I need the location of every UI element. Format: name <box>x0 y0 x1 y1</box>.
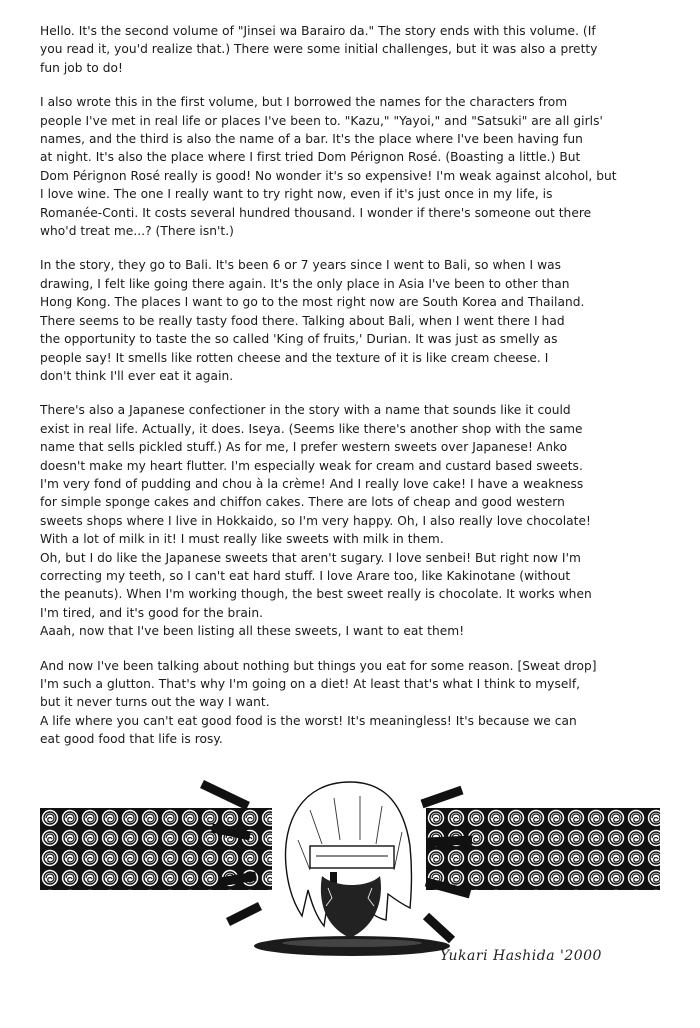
text-line: at night. It's also the place where I first tried Dom Pérignon Rosé. (Boasting a little.) But <box>40 150 581 165</box>
text-line: Oh, but I do like the Japanese sweets that aren't sugary. I love senbei! But right now I'm <box>40 550 581 565</box>
text-line: I also wrote this in the first volume, but I borrowed the names for the characters from <box>40 95 568 110</box>
text-line: name that sells pickled stuff.) As for me, I prefer western sweets over Japanese! Anko <box>40 440 568 455</box>
text-line: Hello. It's the second volume of "Jinsei wa Barairo da." The story ends with this volume. (If <box>40 24 596 38</box>
text-line: drawing, I felt like going there again. It's the only place in Asia I've been to other than <box>40 276 570 291</box>
text-line: doesn't make my heart flutter. I'm especially weak for cream and custard based sweets. <box>40 458 583 473</box>
author-illustration <box>40 770 660 1000</box>
text-line: the opportunity to taste the so called 'King of fruits,' Durian. It was just as smelly as <box>40 332 558 347</box>
text-line: but it never turns out the way I want. <box>40 695 270 710</box>
afterword-text <box>40 22 660 765</box>
text-line: Romanée-Conti. It costs several hundred thousand. I wonder if there's someone out there <box>40 205 592 220</box>
text-line: correcting my teeth, so I can't eat hard stuff. I love Arare too, like Kakinotane (without <box>40 568 571 583</box>
text-line: I love wine. The one I really want to try right now, even if it's just once in my life, is <box>40 187 553 202</box>
paragraph-closing <box>40 657 660 749</box>
text-line: I'm tired, and it's good for the brain. <box>40 605 264 620</box>
paragraph-bali <box>40 256 660 385</box>
paragraph-sweets <box>40 401 660 640</box>
chibi-author-drawing <box>190 770 510 960</box>
text-line: the peanuts). When I'm working though, the best sweet really is chocolate. It works when <box>40 587 592 602</box>
text-line: don't think I'll ever eat it again. <box>40 368 234 383</box>
text-line: eat good food that life is rosy. <box>40 732 223 747</box>
text-line: In the story, they go to Bali. It's been 6 or 7 years since I went to Bali, so when I was <box>40 258 562 273</box>
text-line: names, and the third is also the name of a bar. It's the place where I've been having fun <box>40 132 583 147</box>
author-signature: Yukari Hashida '2000 <box>440 948 602 964</box>
text-line: fun job to do! <box>40 60 123 75</box>
text-line: With a lot of milk in it! I must really like sweets with milk in them. <box>40 532 444 547</box>
text-line: Aaah, now that I've been listing all these sweets, I want to eat them! <box>40 624 465 639</box>
text-line: for simple sponge cakes and chiffon cakes. There are lots of cheap and good western <box>40 495 565 510</box>
text-line: who'd treat me...? (There isn't.) <box>40 224 234 239</box>
text-line: people I've met in real life or places I've been to. "Kazu," "Yayoi," and "Satsuki" are all girls' <box>40 113 603 128</box>
text-line: exist in real life. Actually, it does. Iseya. (Seems like there's another shop with the same <box>40 421 583 436</box>
text-line: you read it, you'd realize that.) There were some initial challenges, but it was also a pretty <box>40 42 598 57</box>
text-line: people say! It smells like rotten cheese and the texture of it is like cream cheese. I <box>40 350 549 365</box>
paragraph-character-names <box>40 93 660 240</box>
text-line: Dom Pérignon Rosé really is good! No wonder it's so expensive! I'm weak against alcohol, but <box>40 168 617 183</box>
text-line: I'm such a glutton. That's why I'm going on a diet! At least that's what I think to myself, <box>40 677 581 691</box>
paragraph-intro <box>40 22 660 77</box>
text-line: There's also a Japanese confectioner in the story with a name that sounds like it could <box>40 403 571 418</box>
text-line: A life where you can't eat good food is the worst! It's meaningless! It's because we can <box>40 713 577 728</box>
text-line: sweets shops where I live in Hokkaido, so I'm very happy. Oh, I also really love chocolate! <box>40 513 591 528</box>
text-line: I'm very fond of pudding and chou à la crème! And I really love cake! I have a weakness <box>40 476 584 491</box>
text-line: And now I've been talking about nothing but things you eat for some reason. [Sweat drop] <box>40 658 597 673</box>
text-line: There seems to be really tasty food there. Talking about Bali, when I went there I had <box>40 313 565 328</box>
text-line: Hong Kong. The places I want to go to the most right now are South Korea and Thailand. <box>40 295 585 310</box>
